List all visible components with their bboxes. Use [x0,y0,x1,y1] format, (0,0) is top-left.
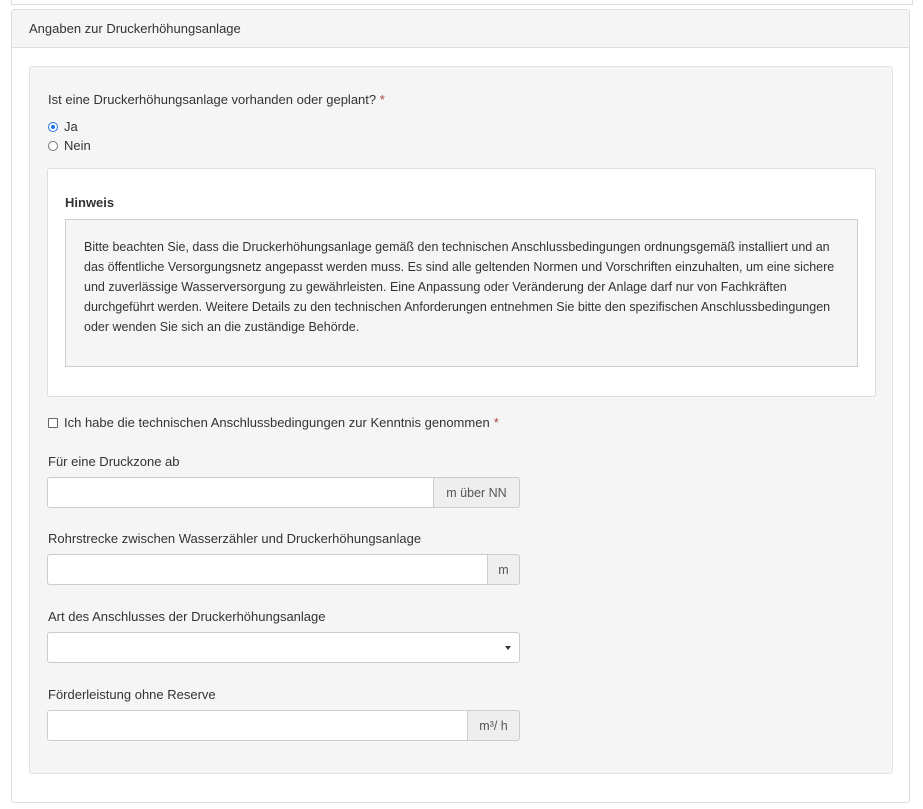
acknowledge-label[interactable]: Ich habe die technischen Anschlussbedingungen zur Kenntnis genommen [64,415,490,430]
anschlussart-label: Art des Anschlusses der Druckerhöhungsanlage [48,609,326,624]
druckzone-input[interactable] [47,477,434,508]
acknowledge-checkbox-box[interactable] [48,418,58,428]
panel-title: Angaben zur Druckerhöhungsanlage [12,10,909,48]
druckzone-group [47,477,520,508]
radio-ja-indicator[interactable] [48,122,58,132]
druckerhoehung-panel [11,9,910,803]
hinweis-text: Bitte beachten Sie, dass die Druckerhöhungsanlage gemäß den technischen Anschlussbedingungen ordnungsgemäß installiert und an das öffentliche Versorgungsnetz angepasst werden muss. Es sind alle geltenden Normen und Vorschriften einzuhalten, um eine sichere und zuverlässige Wasserversorgung zu gewährleisten. Eine Anpassung oder Veränderung der Anlage darf nur von Fachkräften durchgeführt werden. Weitere Details zu den technischen Anforderungen entnehmen Sie bitte den spezifischen Anschlussbedingungen oder wenden Sie sich an die zuständige Behörde. [65,219,858,367]
required-marker: * [493,415,499,430]
druckzone-label: Für eine Druckzone ab [48,454,180,469]
druckzone-unit: m über NN [434,477,520,508]
question-label: Ist eine Druckerhöhungsanlage vorhanden oder geplant? * [48,92,385,107]
radio-ja[interactable] [48,119,78,134]
previous-panel-edge [11,0,913,5]
hinweis-box [47,168,876,397]
foerderleistung-group [47,710,520,741]
anschlussart-select[interactable] [47,632,520,663]
rohrstrecke-group [47,554,520,585]
radio-ja-label[interactable]: Ja [64,119,78,134]
radio-nein-indicator[interactable] [48,141,58,151]
rohrstrecke-label: Rohrstrecke zwischen Wasserzähler und Druckerhöhungsanlage [48,531,422,546]
required-marker: * [379,92,385,107]
foerderleistung-input[interactable] [47,710,468,741]
radio-nein[interactable] [48,138,91,153]
acknowledge-checkbox[interactable] [48,415,499,430]
foerderleistung-label: Förderleistung ohne Reserve [48,687,216,702]
hinweis-title: Hinweis [65,195,115,210]
form-well [29,66,893,774]
caret-down-icon [505,646,511,650]
radio-nein-label[interactable]: Nein [64,138,91,153]
foerderleistung-unit: m³/ h [468,710,520,741]
rohrstrecke-unit: m [488,554,520,585]
rohrstrecke-input[interactable] [47,554,488,585]
